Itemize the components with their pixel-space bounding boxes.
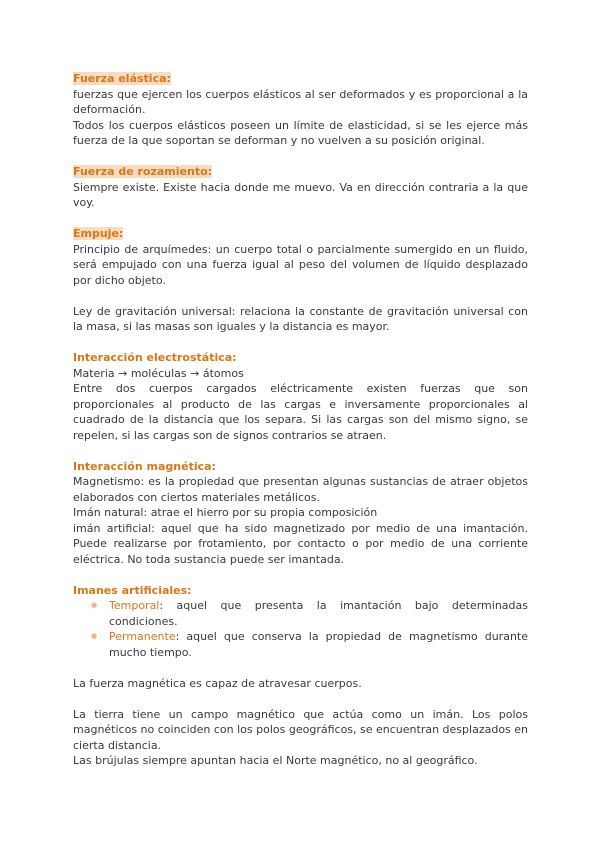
list-item-text: : aquel que conserva la propiedad de magnetismo durante mucho tiempo.	[109, 630, 528, 659]
paragraph: Ley de gravitación universal: relaciona la constante de gravitación universal con la masa, si las masas son iguales y la distancia es mayor.	[73, 304, 528, 333]
section-empuje	[73, 226, 528, 288]
paragraph: Imán natural: atrae el hierro por su propia composición	[73, 506, 378, 519]
paragraph: Siempre existe. Existe hacia donde me muevo. Va en dirección contraria a la que voy.	[73, 180, 528, 209]
paragraph: La tierra tiene un campo magnético que actúa como un imán. Los polos magnéticos no coinciden con los polos geográficos, se encuentran desplazados en cierta distancia.	[73, 707, 529, 752]
paragraph: fuerzas que ejercen los cuerpos elásticos al ser deformados y es proporcional a la deformación.	[73, 87, 528, 116]
paragraph: imán artificial: aquel que ha sido magnetizado por medio de una imantación. Puede realizarse por frotamiento, por contacto o por medio de una corriente eléctrica. No toda sustancia puede ser imantada.	[73, 521, 528, 566]
section-heading: Empuje:	[73, 227, 124, 240]
section-heading: Fuerza elástica:	[73, 72, 171, 85]
paragraph: Entre dos cuerpos cargados eléctricamente existen fuerzas que son proporcionales al producto de las cargas e inversamente proporcionales al cuadrado de la distancia que los separa. Si las cargas son del mismo signo, se repelen, si las cargas son de signos contrarios se atraen.	[73, 382, 528, 442]
section-heading: Interacción electrostática:	[73, 351, 237, 364]
list-item	[109, 629, 528, 660]
bullet-list	[73, 598, 528, 660]
list-item-term: Permanente	[109, 630, 176, 643]
section-heading: Imanes artificiales:	[73, 583, 192, 597]
section-heading: Interacción magnética:	[73, 459, 216, 473]
list-item	[109, 598, 528, 629]
section-gravitacion	[73, 304, 528, 335]
paragraph: Magnetismo: es la propiedad que presentan algunas sustancias de atraer objetos elaborados con ciertos materiales metálicos.	[73, 475, 528, 504]
paragraph: Las brújulas siempre apuntan hacia el Norte magnético, no al geográfico.	[73, 754, 478, 767]
list-item-text: : aquel que presenta la imantación bajo determinadas condiciones.	[109, 599, 528, 628]
section-fuerza-magnetica	[73, 676, 528, 692]
section-fuerza-elastica	[73, 71, 528, 149]
section-heading: Fuerza de rozamiento:	[73, 165, 213, 178]
section-campo-magnetico-tierra	[73, 707, 528, 769]
section-imanes-artificiales	[73, 583, 528, 661]
paragraph: Todos los cuerpos elásticos poseen un límite de elasticidad, si se les ejerce más fuerza de la que soportan se deforman y no vuelven a su posición original.	[73, 118, 528, 147]
paragraph: La fuerza magnética es capaz de atravesar cuerpos.	[73, 676, 362, 690]
list-item-term: Temporal	[109, 599, 160, 612]
section-interaccion-electrostatica	[73, 350, 528, 443]
section-fuerza-rozamiento	[73, 164, 528, 211]
paragraph: Principio de arquímedes: un cuerpo total o parcialmente sumergido en un fluido, será empujado con una fuerza igual al peso del volumen de líquido desplazado por dicho objeto.	[73, 242, 528, 287]
section-interaccion-magnetica	[73, 459, 528, 568]
paragraph: Materia → moléculas → átomos	[73, 366, 244, 380]
